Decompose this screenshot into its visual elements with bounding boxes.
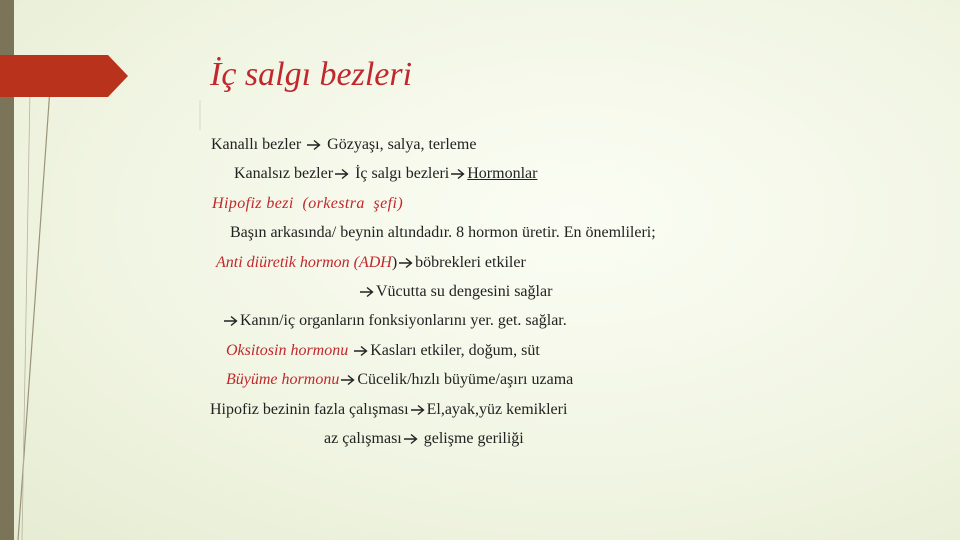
arrow-right-icon bbox=[340, 374, 356, 386]
line-1-text-b: Gözyaşı, salya, terleme bbox=[323, 136, 477, 153]
line-2-text-b: İç salgı bezleri bbox=[351, 165, 450, 182]
line-11 bbox=[324, 430, 524, 448]
line-5 bbox=[216, 254, 526, 272]
line-4-text-a: Başın arkasında/ beynin altındadır. 8 hormon üretir. En önemlileri; bbox=[230, 224, 656, 241]
line-2-text-c: Hormonlar bbox=[467, 165, 538, 182]
line-5-text-b: ) bbox=[391, 254, 398, 271]
line-8 bbox=[226, 342, 540, 360]
line-1 bbox=[211, 136, 476, 154]
line-11-text-a: az çalışması bbox=[324, 430, 402, 447]
line-6 bbox=[358, 283, 552, 301]
arrow-right-icon bbox=[398, 257, 414, 269]
arrow-right-icon bbox=[403, 433, 419, 445]
line-8-text-b: Kasları etkiler, doğum, süt bbox=[370, 342, 540, 359]
line-10-text-b: El,ayak,yüz kemikleri bbox=[426, 401, 568, 418]
arrow-right-icon bbox=[450, 168, 466, 180]
arrow-right-icon bbox=[353, 345, 369, 357]
slide-title: İç salgı bezleri bbox=[210, 56, 413, 93]
line-9-text-a: Büyüme hormonu bbox=[226, 371, 340, 388]
line-9 bbox=[226, 371, 573, 389]
arrow-right-icon bbox=[334, 168, 350, 180]
line-3-text-a: Hipofiz bezi (orkestra şefi) bbox=[212, 195, 404, 212]
line-8-text-a: Oksitosin hormonu bbox=[226, 342, 353, 359]
arrow-right-icon bbox=[359, 286, 375, 298]
line-2-text-a: Kanalsız bezler bbox=[234, 165, 334, 182]
line-10-text-a: Hipofiz bezinin fazla çalışması bbox=[210, 401, 409, 418]
line-3 bbox=[212, 195, 403, 213]
arrow-right-icon bbox=[306, 139, 322, 151]
line-9-text-b: Cücelik/hızlı büyüme/aşırı uzama bbox=[357, 371, 574, 388]
line-6-text-a: Vücutta su dengesini sağlar bbox=[376, 283, 553, 300]
line-7 bbox=[222, 312, 567, 330]
line-1-text-a: Kanallı bezler bbox=[211, 136, 306, 153]
line-2 bbox=[234, 165, 537, 183]
line-7-text-a: Kanın/iç organların fonksiyonlarını yer. get. sağlar. bbox=[240, 312, 567, 329]
line-4 bbox=[230, 224, 656, 242]
arrow-right-icon bbox=[223, 315, 239, 327]
line-10 bbox=[210, 401, 567, 419]
line-5-text-a: Anti diüretik hormon (ADH bbox=[216, 254, 392, 271]
line-5-text-c: böbrekleri etkiler bbox=[415, 254, 526, 271]
line-11-text-b: gelişme geriliği bbox=[419, 430, 524, 447]
title-tab-shape bbox=[0, 55, 128, 97]
arrow-right-icon bbox=[410, 404, 426, 416]
